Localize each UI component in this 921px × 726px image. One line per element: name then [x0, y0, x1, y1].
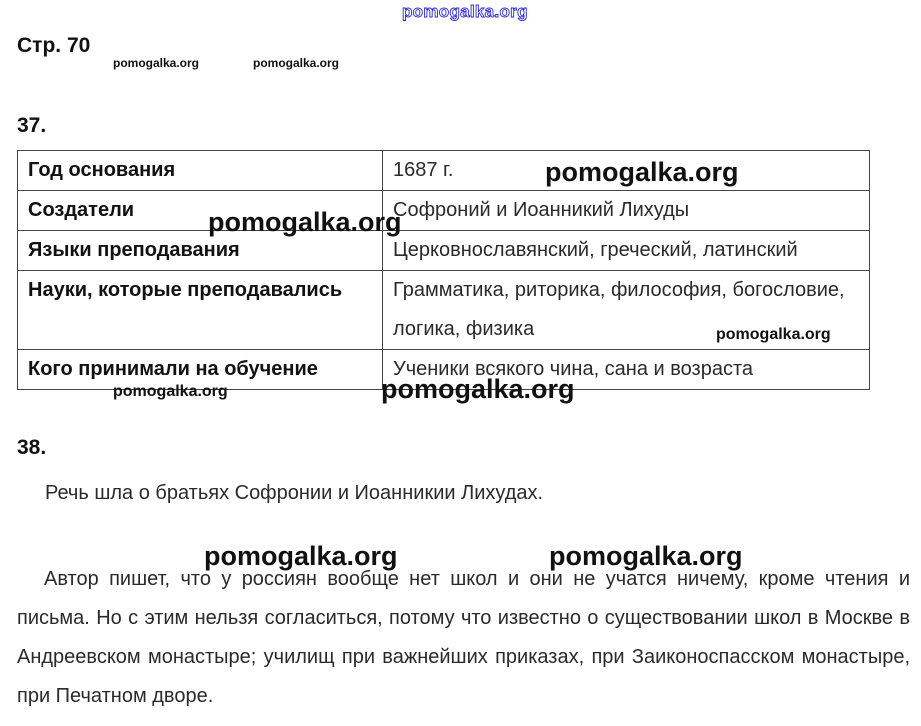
- table-value: Софроний и Иоанникий Лихуды: [383, 191, 870, 231]
- table-row: [18, 231, 870, 271]
- page-label: Стр. 70: [17, 34, 91, 57]
- task-38-number: 38.: [17, 436, 47, 459]
- table-value: Грамматика, риторика, философия, богословие, логика, физика: [383, 271, 870, 350]
- watermark-big: pomogalka.org: [208, 207, 402, 237]
- table-row: [18, 191, 870, 231]
- table-key: Языки преподавания: [18, 231, 383, 271]
- table-key: Год основания: [18, 151, 383, 191]
- watermark-medium: pomogalka.org: [716, 326, 831, 343]
- paragraph-2: Автор пишет, что у россиян вообще нет школ и они не учатся ничему, кроме чтения и письма. Но с этим нельзя согласиться, потому что известно о существовании школ в Москве в Андреевском монастыре; училищ при важнейших приказах, при Заиконоспасском монастыре, при Печатном дворе.: [17, 568, 910, 707]
- table-key: Науки, которые преподавались: [18, 271, 383, 350]
- watermark-big: pomogalka.org: [204, 541, 398, 571]
- watermark-big: pomogalka.org: [381, 374, 575, 404]
- watermark-small: pomogalka.org: [113, 56, 200, 70]
- info-table: [17, 150, 870, 390]
- table-value: 1687 г.: [383, 151, 870, 191]
- watermark-top: pomogalka.org: [402, 2, 528, 21]
- watermark-big: pomogalka.org: [549, 541, 743, 571]
- watermark-big: pomogalka.org: [545, 157, 739, 187]
- task-37-number: 37.: [17, 114, 47, 137]
- table-key: Кого принимали на обучение: [18, 350, 383, 390]
- table-key: Создатели: [18, 191, 383, 231]
- table-value: Ученики всякого чина, сана и возраста: [383, 350, 870, 390]
- table-row: [18, 151, 870, 191]
- paragraph-1: Речь шла о братьях Софронии и Иоанникии Лихудах.: [45, 482, 544, 504]
- table-value: Церковнославянский, греческий, латинский: [383, 231, 870, 271]
- watermark-medium: pomogalka.org: [113, 383, 228, 400]
- watermark-small: pomogalka.org: [253, 56, 340, 70]
